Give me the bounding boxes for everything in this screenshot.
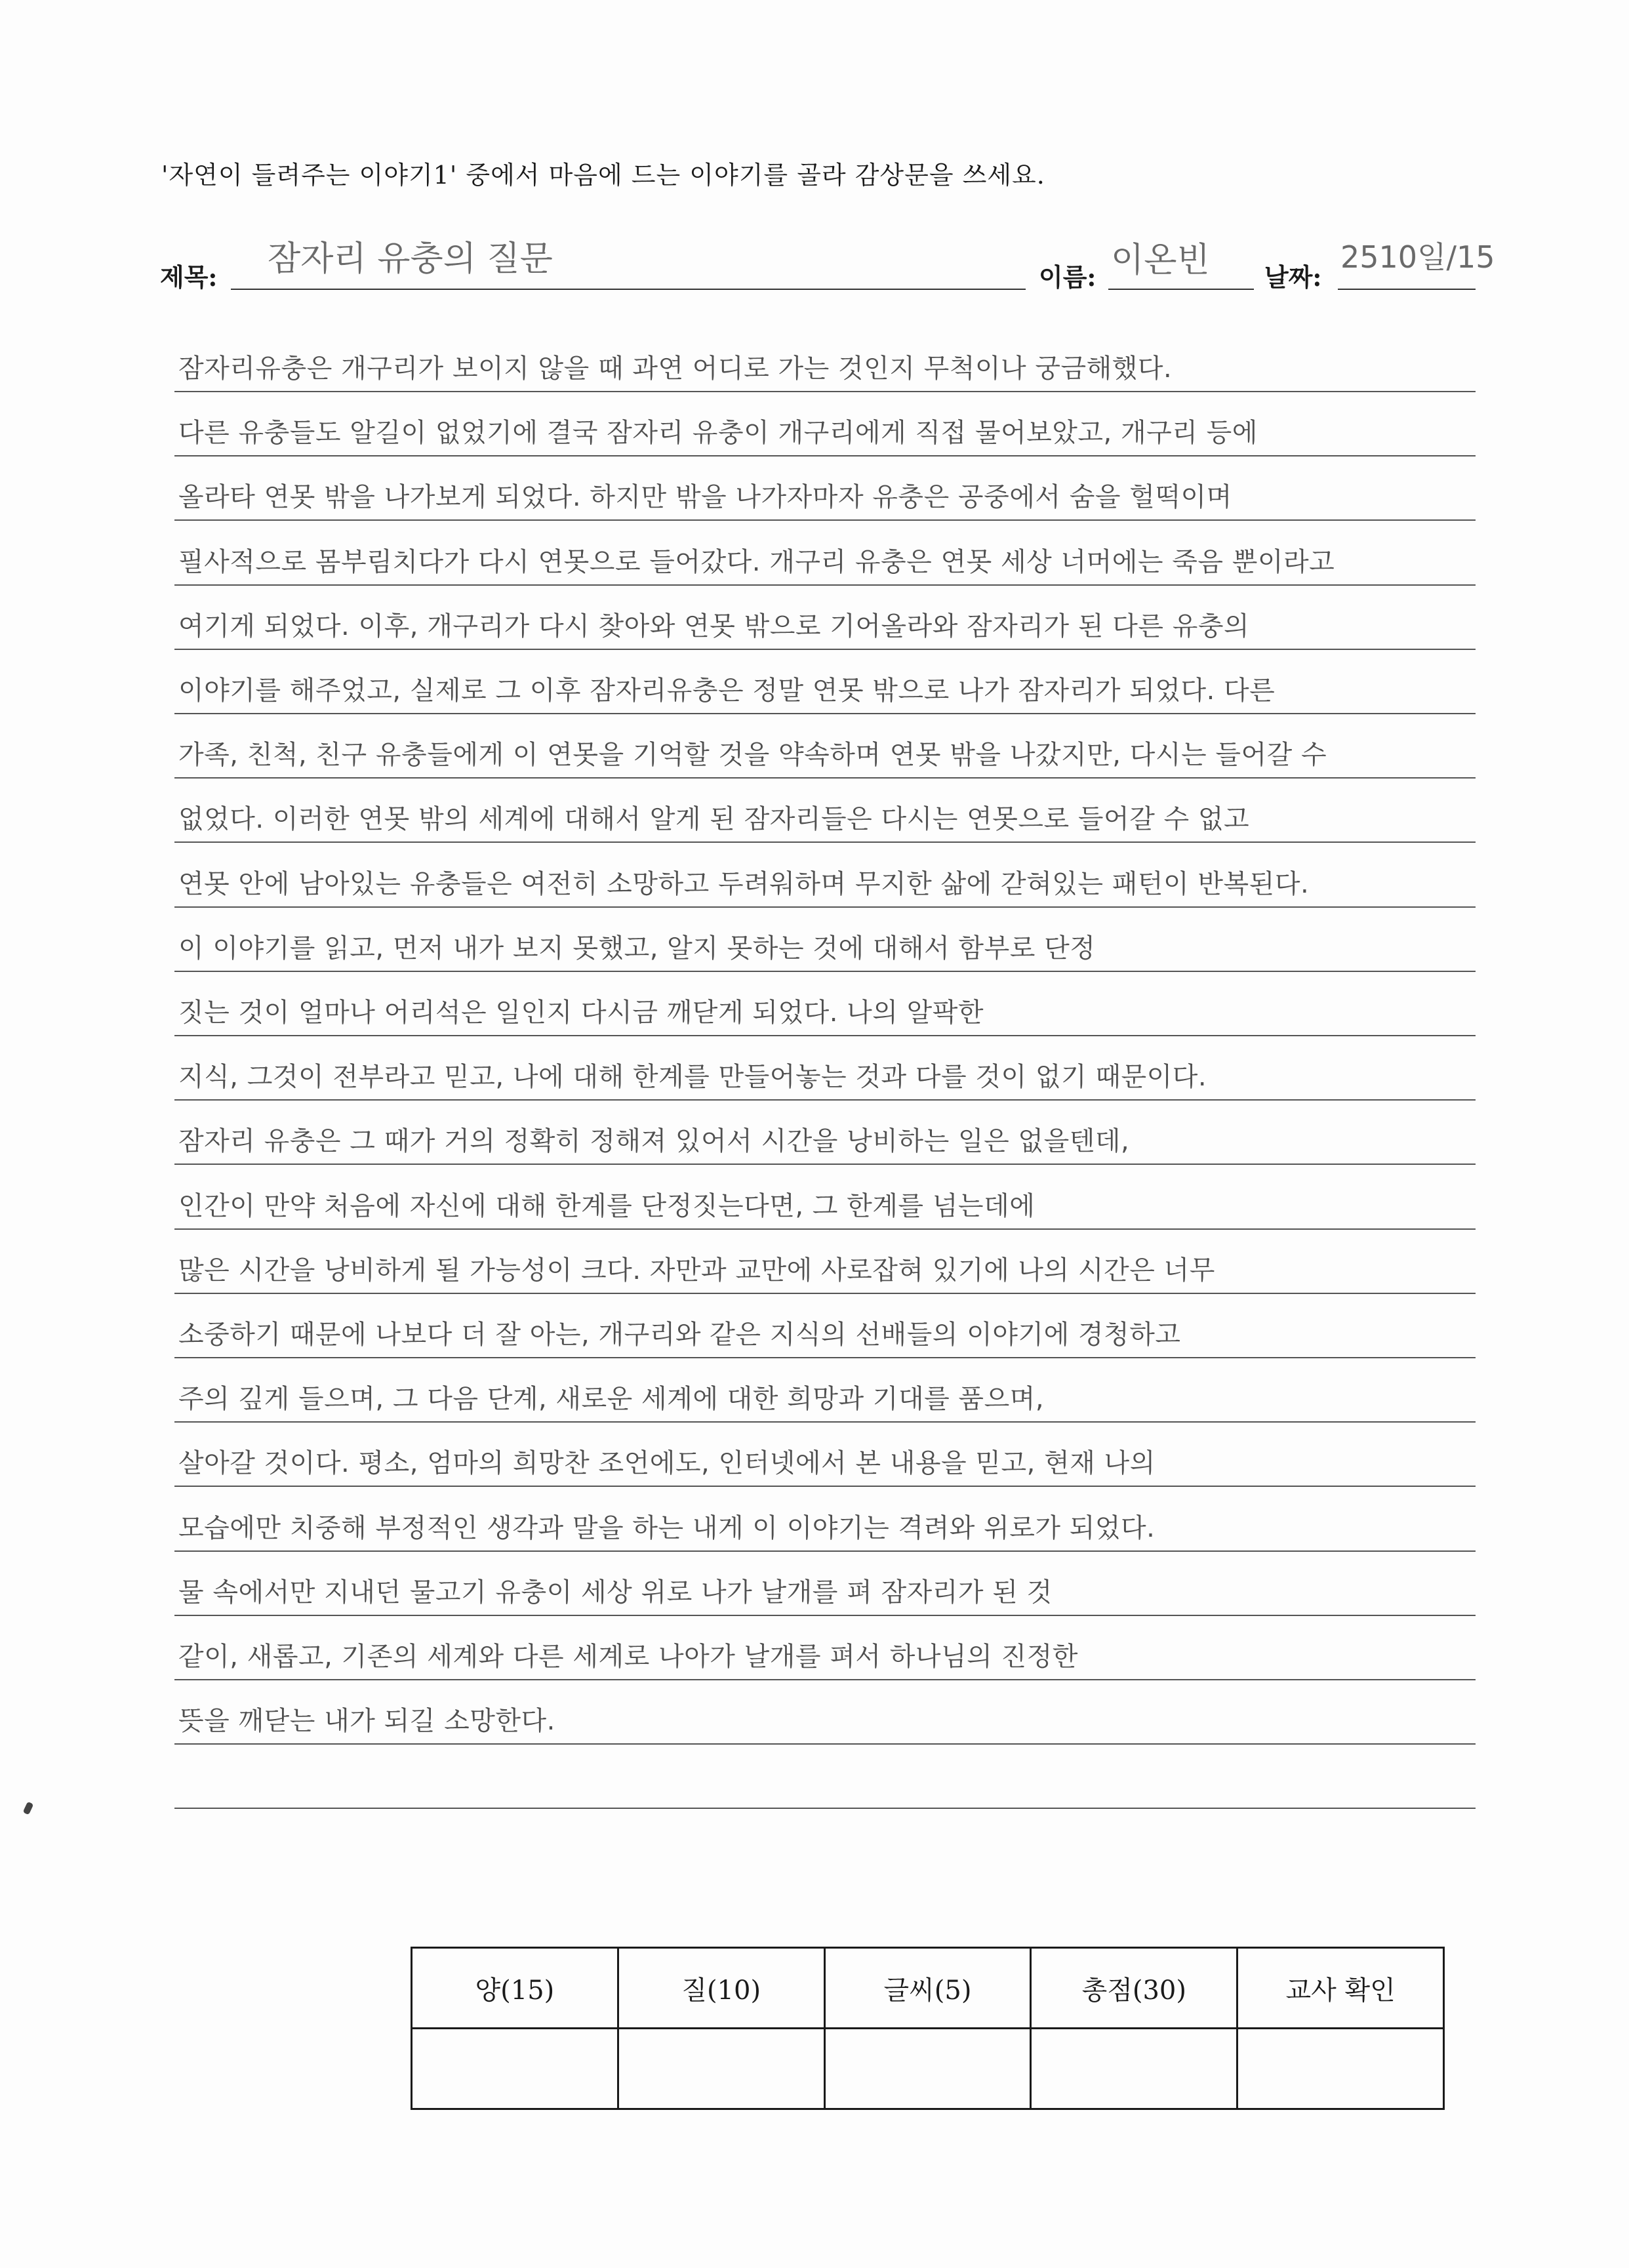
- ruled-line: [174, 777, 1476, 779]
- essay-line: 물 속에서만 지내던 물고기 유충이 세상 위로 나가 날개를 펴 잠자리가 된 것: [178, 1577, 1053, 1608]
- score-cell-quality: [618, 2029, 824, 2109]
- name-label: 이름:: [1039, 262, 1096, 292]
- ruled-line: [174, 1099, 1476, 1101]
- essay-line: 지식, 그것이 전부라고 믿고, 나에 대해 한계를 만들어놓는 것과 다를 것이 없기 때문이다.: [178, 1062, 1207, 1092]
- name-value: 이온빈: [1111, 241, 1210, 280]
- essay-line: 같이, 새롭고, 기존의 세계와 다른 세계로 나아가 날개를 펴서 하나님의 진정한: [178, 1642, 1078, 1672]
- essay-line: 필사적으로 몸부림치다가 다시 연못으로 들어갔다. 개구리 유충은 연못 세상 너머에는 죽음 뿐이라고: [178, 547, 1335, 577]
- score-header-quantity: 양(15): [412, 1948, 618, 2029]
- score-table: [411, 1947, 1445, 2110]
- name-underline: [1108, 289, 1254, 290]
- essay-line: 살아갈 것이다. 평소, 엄마의 희망찬 조언에도, 인터넷에서 본 내용을 믿고, 현재 나의: [178, 1448, 1156, 1478]
- essay-line: 여기게 되었다. 이후, 개구리가 다시 찾아와 연못 밖으로 기어올라와 잠자리가 된 다른 유충의: [178, 611, 1250, 641]
- essay-line: 이 이야기를 읽고, 먼저 내가 보지 못했고, 알지 못하는 것에 대해서 함부로 단정: [178, 933, 1096, 963]
- score-cell-teacher-check: [1237, 2029, 1444, 2109]
- essay-line: 이야기를 해주었고, 실제로 그 이후 잠자리유충은 정말 연못 밖으로 나가 잠자리가 되었다. 다른: [178, 676, 1276, 706]
- score-cell-total: [1031, 2029, 1237, 2109]
- essay-line: 연못 안에 남아있는 유충들은 여전히 소망하고 두려워하며 무지한 삶에 갇혀있는 패턴이 반복된다.: [178, 869, 1310, 899]
- essay-line: 주의 깊게 들으며, 그 다음 단계, 새로운 세계에 대한 희망과 기대를 품으며,: [178, 1384, 1045, 1414]
- ruled-line: [174, 841, 1476, 843]
- essay-line: 뜻을 깨닫는 내가 되길 소망한다.: [178, 1706, 555, 1736]
- title-label: 제목:: [160, 262, 218, 292]
- essay-line: 올라타 연못 밖을 나가보게 되었다. 하지만 밖을 나가자마자 유충은 공중에서 숨을 헐떡이며: [178, 482, 1232, 512]
- title-underline: [231, 289, 1026, 290]
- ruled-line: [174, 1679, 1476, 1680]
- ruled-line: [174, 455, 1476, 456]
- ruled-line: [174, 1486, 1476, 1487]
- ruled-line: [174, 1421, 1476, 1423]
- essay-line: 잠자리유충은 개구리가 보이지 않을 때 과연 어디로 가는 것인지 무척이나 궁금해했다.: [178, 354, 1173, 384]
- ruled-line: [174, 1228, 1476, 1230]
- ruled-line: [174, 1808, 1476, 1809]
- essay-line: 소중하기 때문에 나보다 더 잘 아는, 개구리와 같은 지식의 선배들의 이야기에 경청하고: [178, 1320, 1181, 1350]
- ruled-line: [174, 713, 1476, 714]
- instruction-text: '자연이 들려주는 이야기1' 중에서 마음에 드는 이야기를 골라 감상문을 쓰세요.: [161, 161, 1045, 190]
- ruled-line: [174, 1293, 1476, 1294]
- ruled-line: [174, 1615, 1476, 1616]
- essay-line: 많은 시간을 낭비하게 될 가능성이 크다. 자만과 교만에 사로잡혀 있기에 나의 시간은 너무: [178, 1255, 1215, 1286]
- ruled-line: [174, 1550, 1476, 1552]
- pen-mark: [23, 1802, 34, 1815]
- ruled-line: [174, 584, 1476, 586]
- score-header-quality: 질(10): [618, 1948, 824, 2029]
- title-value: 잠자리 유충의 질문: [268, 239, 553, 279]
- date-value: 2510일/15: [1340, 239, 1495, 275]
- ruled-line: [174, 519, 1476, 521]
- essay-line: 잠자리 유충은 그 때가 거의 정확히 정해져 있어서 시간을 낭비하는 일은 없을텐데,: [178, 1126, 1130, 1156]
- date-label: 날짜:: [1264, 262, 1322, 292]
- ruled-line: [174, 971, 1476, 972]
- essay-line: 모습에만 치중해 부정적인 생각과 말을 하는 내게 이 이야기는 격려와 위로가 되었다.: [178, 1513, 1156, 1543]
- essay-line: 가족, 친척, 친구 유충들에게 이 연못을 기억할 것을 약속하며 연못 밖을 나갔지만, 다시는 들어갈 수: [178, 740, 1327, 770]
- ruled-line: [174, 649, 1476, 650]
- ruled-line: [174, 906, 1476, 908]
- score-header-handwriting: 글씨(5): [824, 1948, 1031, 2029]
- date-underline: [1338, 289, 1476, 290]
- score-cell-handwriting: [824, 2029, 1031, 2109]
- essay-line: 다른 유충들도 알길이 없었기에 결국 잠자리 유충이 개구리에게 직접 물어보았고, 개구리 등에: [178, 418, 1258, 448]
- ruled-line: [174, 1035, 1476, 1036]
- score-header-total: 총점(30): [1031, 1948, 1237, 2029]
- essay-line: 없었다. 이러한 연못 밖의 세계에 대해서 알게 된 잠자리들은 다시는 연못으로 들어갈 수 없고: [178, 804, 1250, 834]
- ruled-line: [174, 1164, 1476, 1165]
- ruled-line: [174, 391, 1476, 392]
- score-header-teacher-check: 교사 확인: [1237, 1948, 1444, 2029]
- ruled-line: [174, 1743, 1476, 1745]
- score-cell-quantity: [412, 2029, 618, 2109]
- essay-line: 인간이 만약 처음에 자신에 대해 한계를 단정짓는다면, 그 한계를 넘는데에: [178, 1191, 1036, 1221]
- ruled-line: [174, 1357, 1476, 1358]
- essay-line: 짓는 것이 얼마나 어리석은 일인지 다시금 깨닫게 되었다. 나의 알팍한: [178, 998, 984, 1028]
